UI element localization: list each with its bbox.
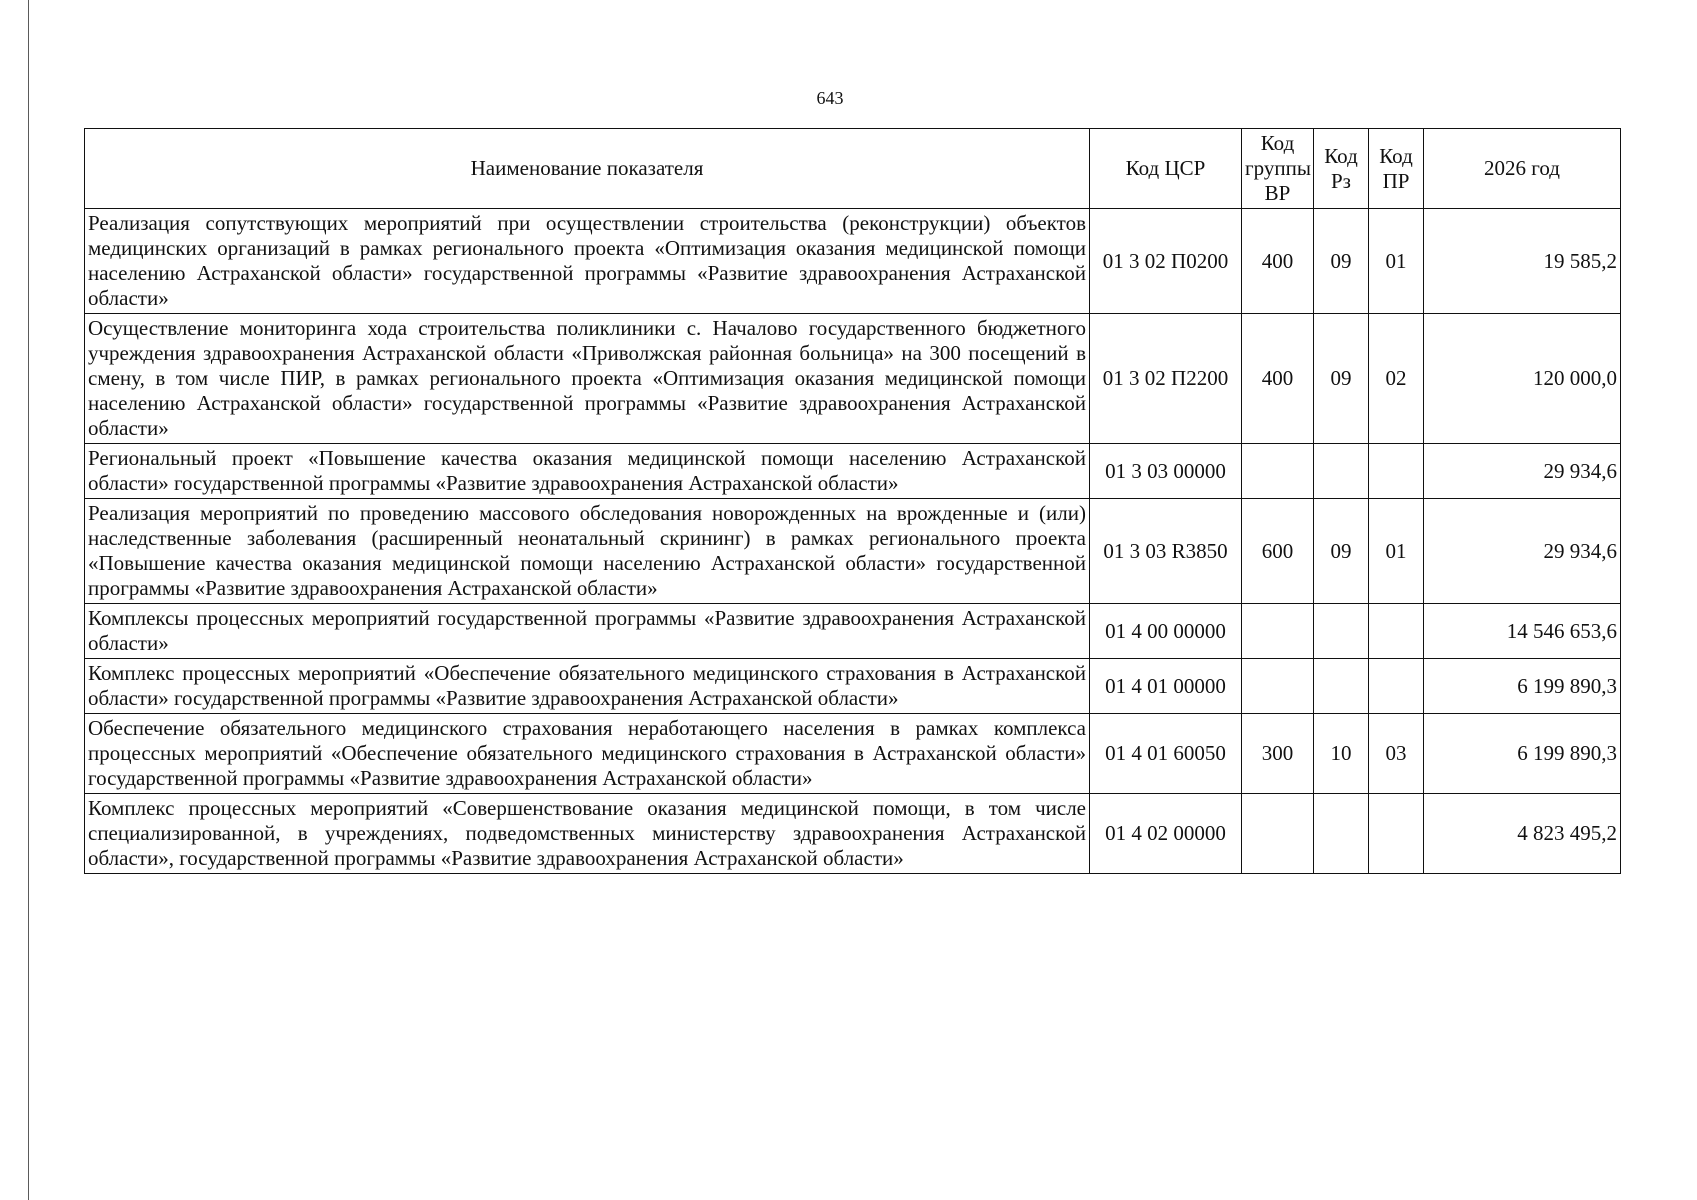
row-name: Комплекс процессных мероприятий «Совершенствование оказания медицинской помощи, в том числе специализированной, в учреждениях, подведомственных министерству здравоохранения Астраханской области», государственной программы «Развитие здравоохранения Астраханской области» — [85, 794, 1090, 874]
row-pr — [1369, 604, 1424, 659]
row-pr — [1369, 444, 1424, 499]
table-row — [85, 604, 1621, 659]
row-amount: 29 934,6 — [1424, 444, 1621, 499]
row-csr: 01 3 03 R3850 — [1090, 499, 1242, 604]
row-name: Комплексы процессных мероприятий государственной программы «Развитие здравоохранения Астраханской области» — [85, 604, 1090, 659]
row-pr — [1369, 794, 1424, 874]
row-name: Комплекс процессных мероприятий «Обеспечение обязательного медицинского страхования в Астраханской области» государственной программы «Развитие здравоохранения Астраханской области» — [85, 659, 1090, 714]
row-vr — [1242, 444, 1314, 499]
table-row — [85, 314, 1621, 444]
row-csr: 01 3 02 П2200 — [1090, 314, 1242, 444]
row-vr — [1242, 604, 1314, 659]
row-pr: 03 — [1369, 714, 1424, 794]
row-rz — [1314, 444, 1369, 499]
row-csr: 01 3 03 00000 — [1090, 444, 1242, 499]
row-amount: 120 000,0 — [1424, 314, 1621, 444]
row-rz: 09 — [1314, 499, 1369, 604]
row-amount: 29 934,6 — [1424, 499, 1621, 604]
table-row — [85, 714, 1621, 794]
row-name: Реализация мероприятий по проведению массового обследования новорожденных на врожденные и (или) наследственные заболевания (расширенный неонатальный скрининг) в рамках регионального проекта «Повышение качества оказания медицинской помощи населению Астраханской области» государственной программы «Развитие здравоохранения Астраханской области» — [85, 499, 1090, 604]
header-vr: Код группы ВР — [1242, 129, 1314, 209]
row-rz — [1314, 794, 1369, 874]
header-pr: Код ПР — [1369, 129, 1424, 209]
row-name: Обеспечение обязательного медицинского страхования неработающего населения в рамках комплекса процессных мероприятий «Обеспечение обязательного медицинского страхования в Астраханской области» государственной программы «Развитие здравоохранения Астраханской области» — [85, 714, 1090, 794]
row-name: Осуществление мониторинга хода строительства поликлиники с. Началово государственного бюджетного учреждения здравоохранения Астраханской области «Приволжская районная больница» на 300 посещений в смену, в том числе ПИР, в рамках регионального проекта «Оптимизация оказания медицинской помощи населению Астраханской области» государственной программы «Развитие здравоохранения Астраханской области» — [85, 314, 1090, 444]
row-amount: 6 199 890,3 — [1424, 714, 1621, 794]
table-row — [85, 794, 1621, 874]
header-name: Наименование показателя — [85, 129, 1090, 209]
row-amount: 6 199 890,3 — [1424, 659, 1621, 714]
row-rz: 10 — [1314, 714, 1369, 794]
table-row — [85, 499, 1621, 604]
row-amount: 14 546 653,6 — [1424, 604, 1621, 659]
table-header-row — [85, 129, 1621, 209]
row-csr: 01 4 02 00000 — [1090, 794, 1242, 874]
row-rz — [1314, 659, 1369, 714]
header-year: 2026 год — [1424, 129, 1621, 209]
header-csr: Код ЦСР — [1090, 129, 1242, 209]
row-amount: 19 585,2 — [1424, 209, 1621, 314]
row-pr: 01 — [1369, 499, 1424, 604]
row-rz: 09 — [1314, 314, 1369, 444]
scan-edge-line — [28, 0, 29, 1200]
row-vr: 400 — [1242, 209, 1314, 314]
row-pr — [1369, 659, 1424, 714]
row-csr: 01 3 02 П0200 — [1090, 209, 1242, 314]
row-csr: 01 4 01 00000 — [1090, 659, 1242, 714]
row-vr: 300 — [1242, 714, 1314, 794]
table-row — [85, 659, 1621, 714]
row-rz: 09 — [1314, 209, 1369, 314]
row-vr: 400 — [1242, 314, 1314, 444]
row-vr: 600 — [1242, 499, 1314, 604]
row-name: Реализация сопутствующих мероприятий при осуществлении строительства (реконструкции) объектов медицинских организаций в рамках регионального проекта «Оптимизация оказания медицинской помощи населению Астраханской области» государственной программы «Развитие здравоохранения Астраханской области» — [85, 209, 1090, 314]
row-vr — [1242, 794, 1314, 874]
row-csr: 01 4 01 60050 — [1090, 714, 1242, 794]
table-row — [85, 444, 1621, 499]
page-number: 643 — [816, 88, 844, 108]
table-row — [85, 209, 1621, 314]
header-rz: Код Рз — [1314, 129, 1369, 209]
row-csr: 01 4 00 00000 — [1090, 604, 1242, 659]
row-pr: 01 — [1369, 209, 1424, 314]
budget-table — [84, 128, 1621, 874]
row-pr: 02 — [1369, 314, 1424, 444]
row-vr — [1242, 659, 1314, 714]
row-name: Региональный проект «Повышение качества оказания медицинской помощи населению Астраханской области» государственной программы «Развитие здравоохранения Астраханской области» — [85, 444, 1090, 499]
row-rz — [1314, 604, 1369, 659]
row-amount: 4 823 495,2 — [1424, 794, 1621, 874]
